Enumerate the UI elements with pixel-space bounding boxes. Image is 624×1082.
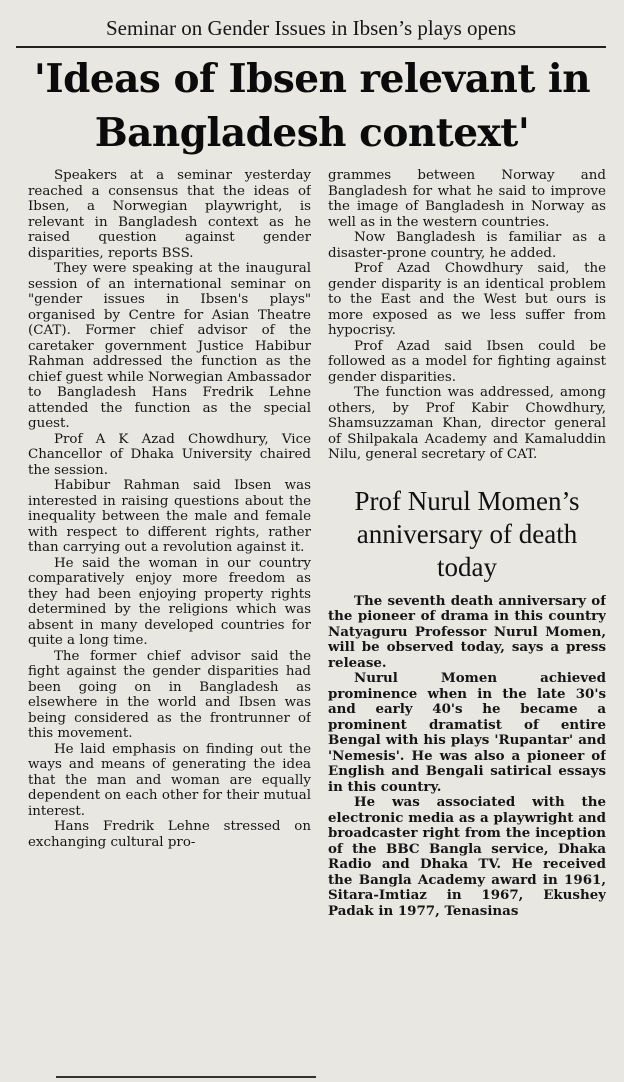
article-column-left <box>28 168 311 1054</box>
article-paragraph: Hans Fredrik Lehne stressed on exchanging cultural pro- <box>28 819 311 850</box>
second-article-headline: Prof Nurul Momen’s anniversary of death today <box>354 485 580 582</box>
article-paragraph: He was associated with the electronic media as a playwright and broadcaster right from the inception of the BBC Bangla service, Dhaka Radio and Dhaka TV. He received the Bangla Academy award in 1961, Sitara-Imtiaz in 1967, Ekushey Padak in 1977, Tenasinas <box>328 794 606 919</box>
article-paragraph: The function was addressed, among others, by Prof Kabir Chowdhury, Shamsuzzaman Khan, director general of Shilpakala Academy and Kamaluddin Nilu, general secretary of CAT. <box>328 385 606 462</box>
article-column-right <box>328 168 606 1082</box>
article-paragraph: Nurul Momen achieved prominence when in the late 30's and early 40's he became a prominent dramatist of entire Bengal with his plays 'Rupantar' and 'Nemesis'. He was also a pioneer of English and Bengali satirical essays in this country. <box>328 670 606 795</box>
article-headline: 'Ideas of Ibsen relevant in Bangladesh context' <box>33 56 591 156</box>
article-paragraph: Habibur Rahman said Ibsen was interested in raising questions about the inequality between the male and female with respect to different rights, rather than carrying out a revolution against it. <box>28 478 311 555</box>
article-kicker: Seminar on Gender Issues in Ibsen’s plays opens <box>16 10 606 48</box>
article-paragraph: He laid emphasis on finding out the ways and means of generating the idea that the man and woman are equally dependent on each other for their mutual interest. <box>28 741 311 819</box>
article-paragraph: Speakers at a seminar yesterday reached a consensus that the ideas of Ibsen, a Norwegian playwright, is relevant in Bangladesh context as he raised question against gender disparities, reports BSS. <box>28 168 311 261</box>
second-article-body <box>328 594 606 920</box>
article-paragraph: He said the woman in our country comparatively enjoy more freedom as they had been enjoying property rights determined by the religions which was absent in many developed countries for quite a long time. <box>28 555 311 648</box>
article-paragraph: Now Bangladesh is familiar as a disaster-prone country, he added. <box>328 230 606 261</box>
article-paragraph: grammes between Norway and Bangladesh for what he said to improve the image of Bangladesh in Norway as well as in the western countries. <box>328 168 606 230</box>
article-paragraph: The seventh death anniversary of the pioneer of drama in this country Natyaguru Professor Nurul Momen, will be observed today, says a press release. <box>328 592 606 671</box>
article-paragraph: The former chief advisor said the fight against the gender disparities had been going on in Bangladesh as elsewhere in the world and Ibsen was being considered as the frontrunner of this movement. <box>28 648 311 741</box>
article-paragraph: Prof Azad Chowdhury said, the gender disparity is an identical problem to the East and the West but ours is more exposed as we less suffer from hypocrisy. <box>328 261 606 338</box>
article-paragraph: Prof A K Azad Chowdhury, Vice Chancellor of Dhaka University chaired the session. <box>28 431 311 478</box>
article-paragraph: Prof Azad said Ibsen could be followed as a model for fighting against gender disparities. <box>328 338 606 385</box>
column-divider-rule <box>56 1076 316 1078</box>
article-paragraph: They were speaking at the inaugural session of an international seminar on "gender issues in Ibsen's plays" organised by Centre for Asian Theatre (CAT). Former chief advisor of the caretaker government Justice Habibur Rahman addressed the function as the chief guest while Norwegian Ambassador to Bangladesh Hans Fredrik Lehne attended the function as the special guest. <box>28 261 311 431</box>
